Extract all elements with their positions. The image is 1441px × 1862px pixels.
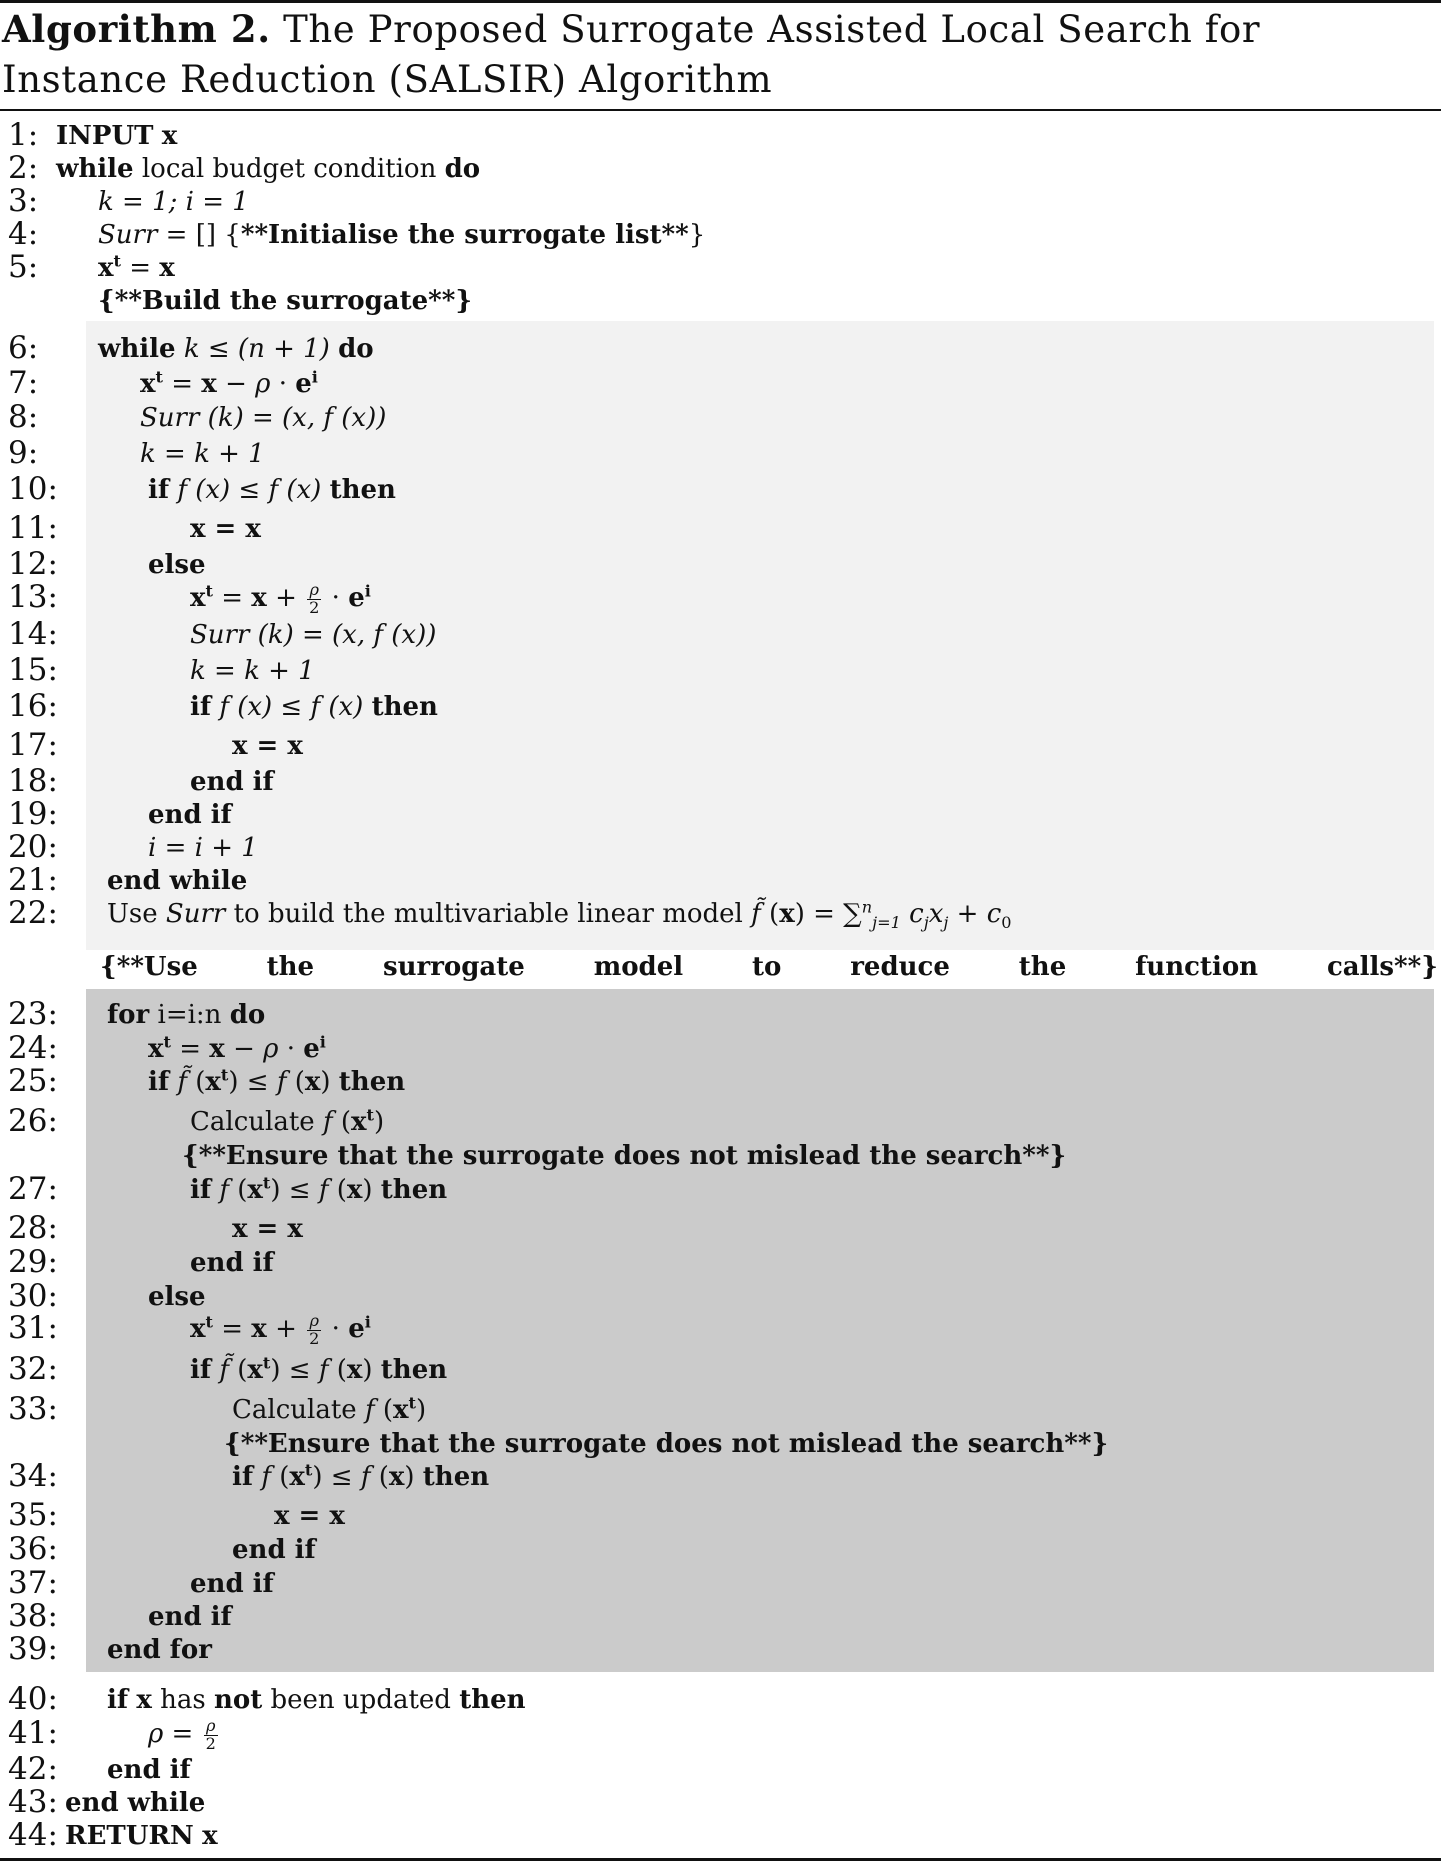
line-code: else [148,1282,206,1312]
algorithm-page: Algorithm 2. The Proposed Surrogate Assisted Local Search for Instance Reduction (SALSIR) Algorithm 1: INPUT x 2: while local budget condition do 3: k = 1; i = 1 4: Surr = [] {**Initialise the surrogate list**} 5: $x^t = x$ {**Build the surrogate**} 6: while k ≤ (n + 1) do 7: $x^t = x - \rho \cdot e^i$ 8: Surr (k) = (x, f (x)) 9: k = k + 1 10: if f (x) ≤ f (x) then 11: x = x 12: else 13: $x^t = x$ + $\frac{\rho}{2}$ · $e^i$ 14: Surr (k) = (x, f (x)) 15: k = k + 1 16: if f (x) ≤ f (x) then 17: x = x 18: end if 19: end if 20: i = i + 1 21: end while 22: Use Surr to build the multivariable linear model f̃ (x) = ∑$^n_{j=1}$ $c_jx_j + c_0$ {**Use the surrogate model to reduce the function calls**} 23: for i=i:n do 24: $x^t = x - \rho \cdot e^i$ 25: if f̃ $(x^t) \le f$ (x) then 26: Calculate f $(x^t)$ {**Ensure that the surrogate does not mislead the search**} 27: if f $(x^t) \le f$ (x) then 28: x = x 29: end if 30: else 31: $x^t = x$ + $\frac{\rho}{2}$ · $e^i$ 32: if f̃ $(x^t) \le f$ (x) then 33: Calculate f $(x^t)$ {**Ensure that the surrogate does not mislead the search**} 34: if f $(x^t) \le f$ (x) then 35: x = x 36: end if 37: end if 38: end if 39: end for 40: if x has not been updated then 41: ρ = $\frac{\rho}{2}$ 42: end if 43: end while 44: RETURN x [0,0,1441,1862]
line-number: 41: [8,1715,58,1751]
line-code: $x^t = x$ + $\frac{\rho}{2}$ · $e^i$ [190,579,371,617]
line-number: 19: [8,796,58,832]
line-code: end if [190,1248,274,1278]
line-code: for i=i:n do [107,1000,266,1030]
line-number: 29: [8,1244,58,1280]
line-code: if f (x) ≤ f (x) then [148,475,396,505]
line-code: if f $(x^t) \le f$ (x) then [232,1460,490,1492]
caption-label: Algorithm 2. [2,7,271,51]
line-number: 39: [8,1631,58,1667]
line-code: while local budget condition do [56,154,481,184]
line-code: end while [65,1788,206,1818]
line-code: Calculate f $(x^t)$ [232,1393,427,1425]
line-code: $x^t = x$ [98,251,175,283]
line-number: 1: [8,117,39,153]
line-number: 9: [8,435,39,471]
line-code: x = x [274,1501,345,1531]
line-number: 44: [8,1817,58,1853]
line-code: if f (x) ≤ f (x) then [190,692,438,722]
line-code: if f $(x^t) \le f$ (x) then [190,1173,448,1205]
line-number: 4: [8,216,39,252]
line-code: if f̃ $(x^t) \le f$ (x) then [190,1353,448,1385]
line-code: Use Surr to build the multivariable linear model f̃ (x) = ∑$^n_{j=1}$ $c_jx_j + c_0$ [107,897,1012,933]
line-code: Calculate f $(x^t)$ [190,1105,385,1137]
line-number: 12: [8,546,58,582]
line-code: RETURN x [65,1821,218,1851]
line-code: else [148,550,206,580]
line-code: end for [107,1635,212,1665]
line-code: end if [190,1569,274,1599]
line-number: 15: [8,652,58,688]
line-number: 25: [8,1063,58,1099]
line-number: 38: [8,1598,58,1634]
line-number: 20: [8,829,58,865]
line-number: 5: [8,249,39,285]
line-code: if x has not been updated then [107,1685,526,1715]
line-code: k = 1; i = 1 [98,187,249,217]
line-number: 11: [8,510,58,546]
line-number: 21: [8,862,58,898]
caption-title: The Proposed Surrogate Assisted Local Search for Instance Reduction (SALSIR) Algorithm [2,8,1261,101]
line-code: Surr (k) = (x, f (x)) [140,403,387,433]
line-number: 17: [8,727,58,763]
line-number: 43: [8,1784,58,1820]
line-number: 27: [8,1171,58,1207]
line-code: end while [107,866,248,896]
line-number: 6: [8,330,39,366]
line-code: x = x [190,514,261,544]
line-number: 24: [8,1030,58,1066]
line-number: 8: [8,399,39,435]
line-code: end if [107,1755,191,1785]
line-code: i = i + 1 [148,833,258,863]
line-code: $x^t = x - \rho \cdot e^i$ [140,367,318,399]
line-number: 30: [8,1278,58,1314]
line-number: 22: [8,895,58,931]
line-number: 13: [8,579,58,615]
bottom-rule [0,1858,1441,1861]
line-code: end if [190,767,274,797]
algorithm-caption [2,4,1438,105]
line-number: 26: [8,1103,58,1139]
line-number: 33: [8,1391,58,1427]
top-rule [0,0,1441,3]
use-surrogate-comment: {**Use the surrogate model to reduce the function calls**} [100,952,1438,982]
line-code: x = x [232,1214,303,1244]
line-code: end if [148,800,232,830]
line-number: 18: [8,763,58,799]
line-code: Surr (k) = (x, f (x)) [190,620,437,650]
line-number: 36: [8,1531,58,1567]
line-code: $x^t = x$ + $\frac{\rho}{2}$ · $e^i$ [190,1310,371,1348]
line-number: 2: [8,150,39,186]
line-code: Surr = [] {**Initialise the surrogate list**} [98,220,706,250]
line-code: x = x [232,731,303,761]
line-number: 42: [8,1751,58,1787]
line-code: end if [148,1602,232,1632]
line-number: 14: [8,616,58,652]
line-number: 40: [8,1681,58,1717]
line-number: 31: [8,1310,58,1346]
line-code: $x^t = x - \rho \cdot e^i$ [148,1032,326,1064]
line-code: while k ≤ (n + 1) do [98,334,374,364]
line-code: ρ = $\frac{\rho}{2}$ [148,1715,216,1753]
line-number: 34: [8,1458,58,1494]
line-code: end if [232,1535,316,1565]
line-number: 23: [8,996,58,1032]
line-number: 28: [8,1210,58,1246]
line-number: 37: [8,1565,58,1601]
line-code: INPUT x [56,121,178,151]
caption-rule [0,109,1441,111]
line-number: 3: [8,183,39,219]
line-code: k = k + 1 [190,656,315,686]
line-number: 32: [8,1351,58,1387]
line-code: if f̃ $(x^t) \le f$ (x) then [148,1065,406,1097]
line-number: 35: [8,1497,58,1533]
line-number: 7: [8,365,39,401]
line-code: k = k + 1 [140,439,265,469]
line-number: 16: [8,688,58,724]
line-number: 10: [8,471,58,507]
